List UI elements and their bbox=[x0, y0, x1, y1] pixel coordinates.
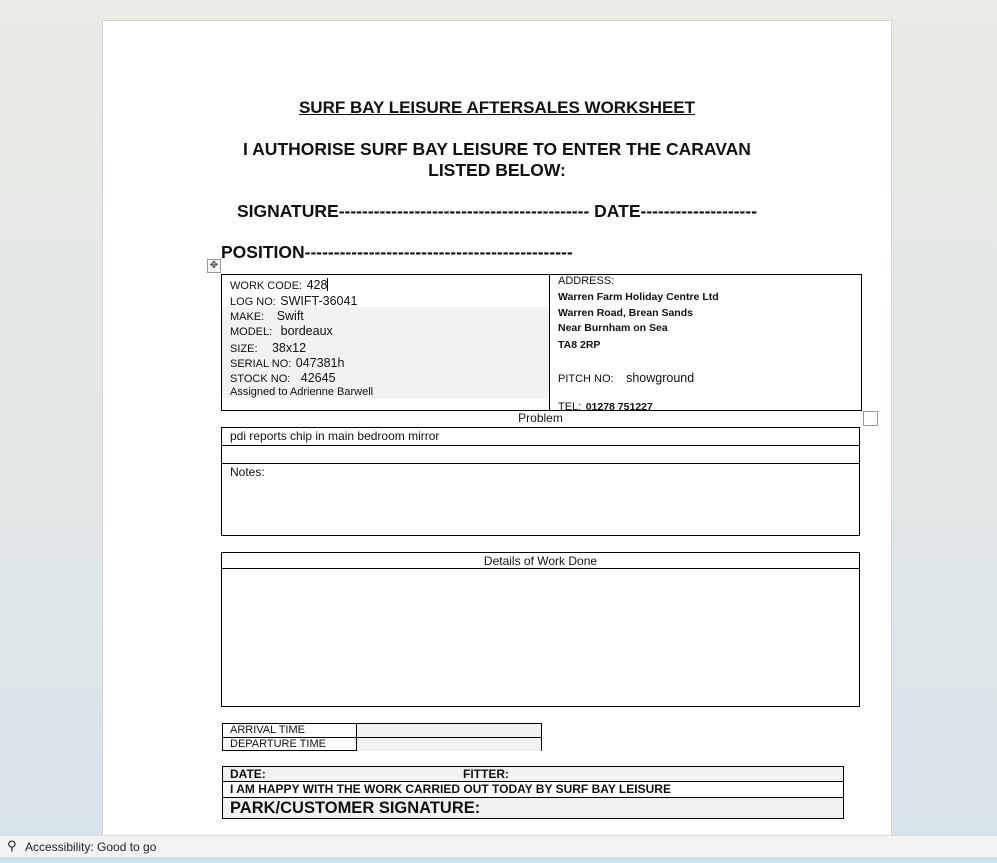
log-no-value: SWIFT-36041 bbox=[280, 294, 358, 308]
divider bbox=[222, 445, 859, 446]
divider bbox=[222, 463, 859, 464]
authorise-text bbox=[103, 139, 891, 181]
arrival-time-label: ARRIVAL TIME bbox=[223, 724, 357, 737]
size-label: SIZE: bbox=[230, 343, 258, 355]
text-cursor bbox=[327, 278, 328, 291]
date-label: DATE: bbox=[230, 767, 266, 781]
work-code-value: 428 bbox=[306, 278, 328, 292]
worksheet-title: SURF BAY LEISURE AFTERSALES WORKSHEET bbox=[298, 98, 696, 117]
address-label: ADDRESS: bbox=[558, 275, 615, 287]
work-done-table[interactable] bbox=[221, 552, 860, 707]
make-label: MAKE: bbox=[230, 311, 265, 323]
notes-label: Notes: bbox=[230, 465, 265, 479]
accessibility-icon[interactable]: ⚲ bbox=[7, 839, 17, 854]
taskbar-edge bbox=[0, 857, 997, 863]
arrival-time-field[interactable] bbox=[357, 724, 541, 737]
row-checkbox[interactable] bbox=[863, 411, 878, 426]
table-move-handle-icon[interactable]: ✥ bbox=[207, 259, 221, 273]
address-line-1: Warren Farm Holiday Centre Ltd bbox=[558, 291, 719, 303]
stock-row bbox=[230, 369, 336, 387]
model-label: MODEL: bbox=[230, 326, 273, 338]
log-no-label: LOG NO: bbox=[230, 296, 276, 308]
model-row bbox=[230, 322, 333, 340]
authorise-line-2: LISTED BELOW: bbox=[428, 160, 566, 180]
size-value: 38x12 bbox=[271, 341, 307, 355]
tel-label: TEL: bbox=[558, 401, 582, 413]
assigned-to: Assigned to Adrienne Barwell bbox=[230, 386, 374, 398]
address-line-4: TA8 2RP bbox=[558, 339, 601, 351]
status-bar bbox=[0, 835, 997, 858]
accessibility-status[interactable]: Accessibility: Good to go bbox=[25, 840, 157, 854]
fitter-label: FITTER: bbox=[463, 767, 509, 781]
position-line: POSITION---------------------------------------------- bbox=[221, 242, 573, 262]
divider bbox=[222, 568, 859, 569]
model-value: bordeaux bbox=[280, 324, 333, 338]
problem-label: Problem bbox=[518, 411, 563, 425]
authorise-line-1: I AUTHORISE SURF BAY LEISURE TO ENTER THE CARAVAN bbox=[243, 139, 751, 159]
stock-value: 42645 bbox=[300, 371, 336, 385]
pitch-value: showground bbox=[626, 371, 695, 385]
departure-time-field[interactable] bbox=[357, 738, 541, 751]
tel-value: 01278 751227 bbox=[585, 401, 653, 413]
problem-table[interactable] bbox=[221, 427, 860, 536]
pitch-label: PITCH NO: bbox=[558, 373, 614, 385]
problem-text: pdi reports chip in main bedroom mirror bbox=[230, 429, 440, 443]
serial-label: SERIAL NO: bbox=[230, 358, 292, 370]
address-line-2: Warren Road, Brean Sands bbox=[558, 307, 693, 319]
make-value: Swift bbox=[276, 309, 304, 323]
caravan-details-cell[interactable] bbox=[221, 274, 550, 411]
stock-label: STOCK NO: bbox=[230, 373, 291, 385]
signature-date-line: SIGNATURE------------------------------------------- DATE-------------------- bbox=[236, 201, 758, 221]
signoff-table[interactable] bbox=[222, 766, 844, 819]
work-done-label: Details of Work Done bbox=[483, 554, 598, 568]
departure-time-label: DEPARTURE TIME bbox=[223, 738, 357, 751]
address-cell[interactable] bbox=[549, 274, 862, 411]
document-page[interactable] bbox=[102, 20, 892, 840]
pitch-row bbox=[558, 369, 694, 387]
serial-value: 047381h bbox=[295, 356, 345, 370]
work-code-label: WORK CODE: bbox=[230, 280, 303, 292]
date-fitter-row bbox=[223, 767, 843, 781]
happy-statement: I AM HAPPY WITH THE WORK CARRIED OUT TODAY BY SURF BAY LEISURE bbox=[230, 782, 671, 796]
customer-signature-label: PARK/CUSTOMER SIGNATURE: bbox=[230, 799, 481, 817]
address-line-3: Near Burnham on Sea bbox=[558, 322, 668, 334]
times-table[interactable] bbox=[222, 723, 542, 751]
signature-row bbox=[223, 798, 843, 818]
